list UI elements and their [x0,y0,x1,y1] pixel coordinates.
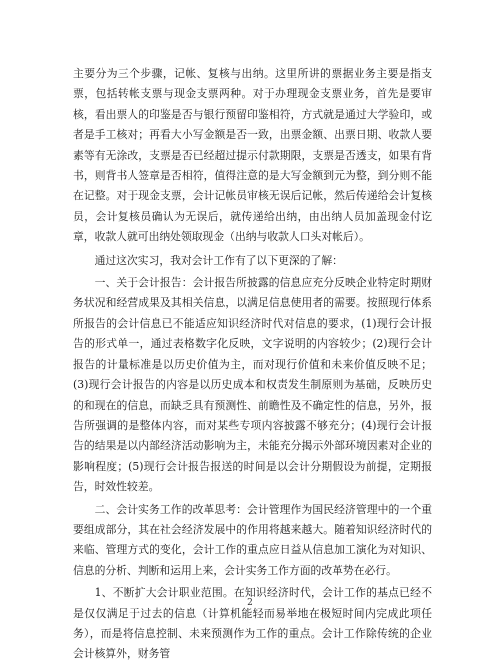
page-number: 2 [247,598,253,608]
paragraph-ticket-business: 主要分为三个步骤，记帐、复核与出纳。这里所讲的票据业务主要是指支票，包括转帐支票与现金支票两种。对于办理现金支票业务，首先是要审核，看出票人的印鉴是否与银行预留印鉴相符，方式就是通过大学验印，或者是手工核对；再看大小写金额是否一致，出票金额、出票日期、收款人要素等有无涂改，支票是否已经超过提示付款期限，支票是否透支，如果有背书，则背书人签章是否相符，值得注意的是大写金额到元为整，到分则不能在记整。对于现金支票，会计记帐员审核无误后记帐，然后传递给会计复核员，会计复核员确认为无误后，就传递给出纳，由出纳人员加盖现金付讫章，收款人就可出纳处领取现金（出纳与收款人口头对帐后）。 [73,67,432,244]
paragraph-accounting-report: 一、关于会计报告：会计报告所披露的信息应充分反映企业特定时期财务状况和经营成果及其相关信息，以满足信息使用者的需要。按照现行体系所报告的会计信息已不能适应知识经济时代对信息的要求，(1)现行会计报告的形式单一，通过表格数字化反映，文字说明的内容较少；(2)现行会计报告的计量标准是以历史价值为主，而对现行价值和未来价值反映不足；(3)现行会计报告的内容是以历史成本和权责发生制原则为基础，反映历史的和现在的信息，而缺乏具有预测性、前瞻性及不确定性的信息，另外，报告所强调的是整体内容，而对某些专项内容披露不够充分；(4)现行会计报告的结果是以内部经济活动影响为主，未能充分揭示外部环境因素对企业的影响程度；(5)现行会计报告报送的时间是以会计分期假设为前提，定期报告，时效性较差。 [73,276,432,494]
document-body [73,64,432,665]
paragraph-expand-scope: 1、不断扩大会计职业范围。在知识经济时代，会计工作的基点已经不是仅仅满足于过去的信息（计算机能轻而易举地在极短时间内完成此项任务），而是将信息控制、未来预测作为工作的重点。会计工作除传统的企业会计核算外，财务管 [73,586,432,661]
paragraph-internship-summary: 通过这次实习，我对会计工作有了以下更深的了解： [94,253,343,267]
paragraph-reform-thoughts: 二、会计实务工作的改革思考：会计管理作为国民经济管理中的一个重要组成部分，其在社会经济发展中的作用将越来越大。随着知识经济时代的来临、管理方式的变化，会计工作的重点应日益从信息加工演化为对知识、信息的分析、判断和运用上来，会计实务工作方面的改革势在必行。 [73,502,432,577]
